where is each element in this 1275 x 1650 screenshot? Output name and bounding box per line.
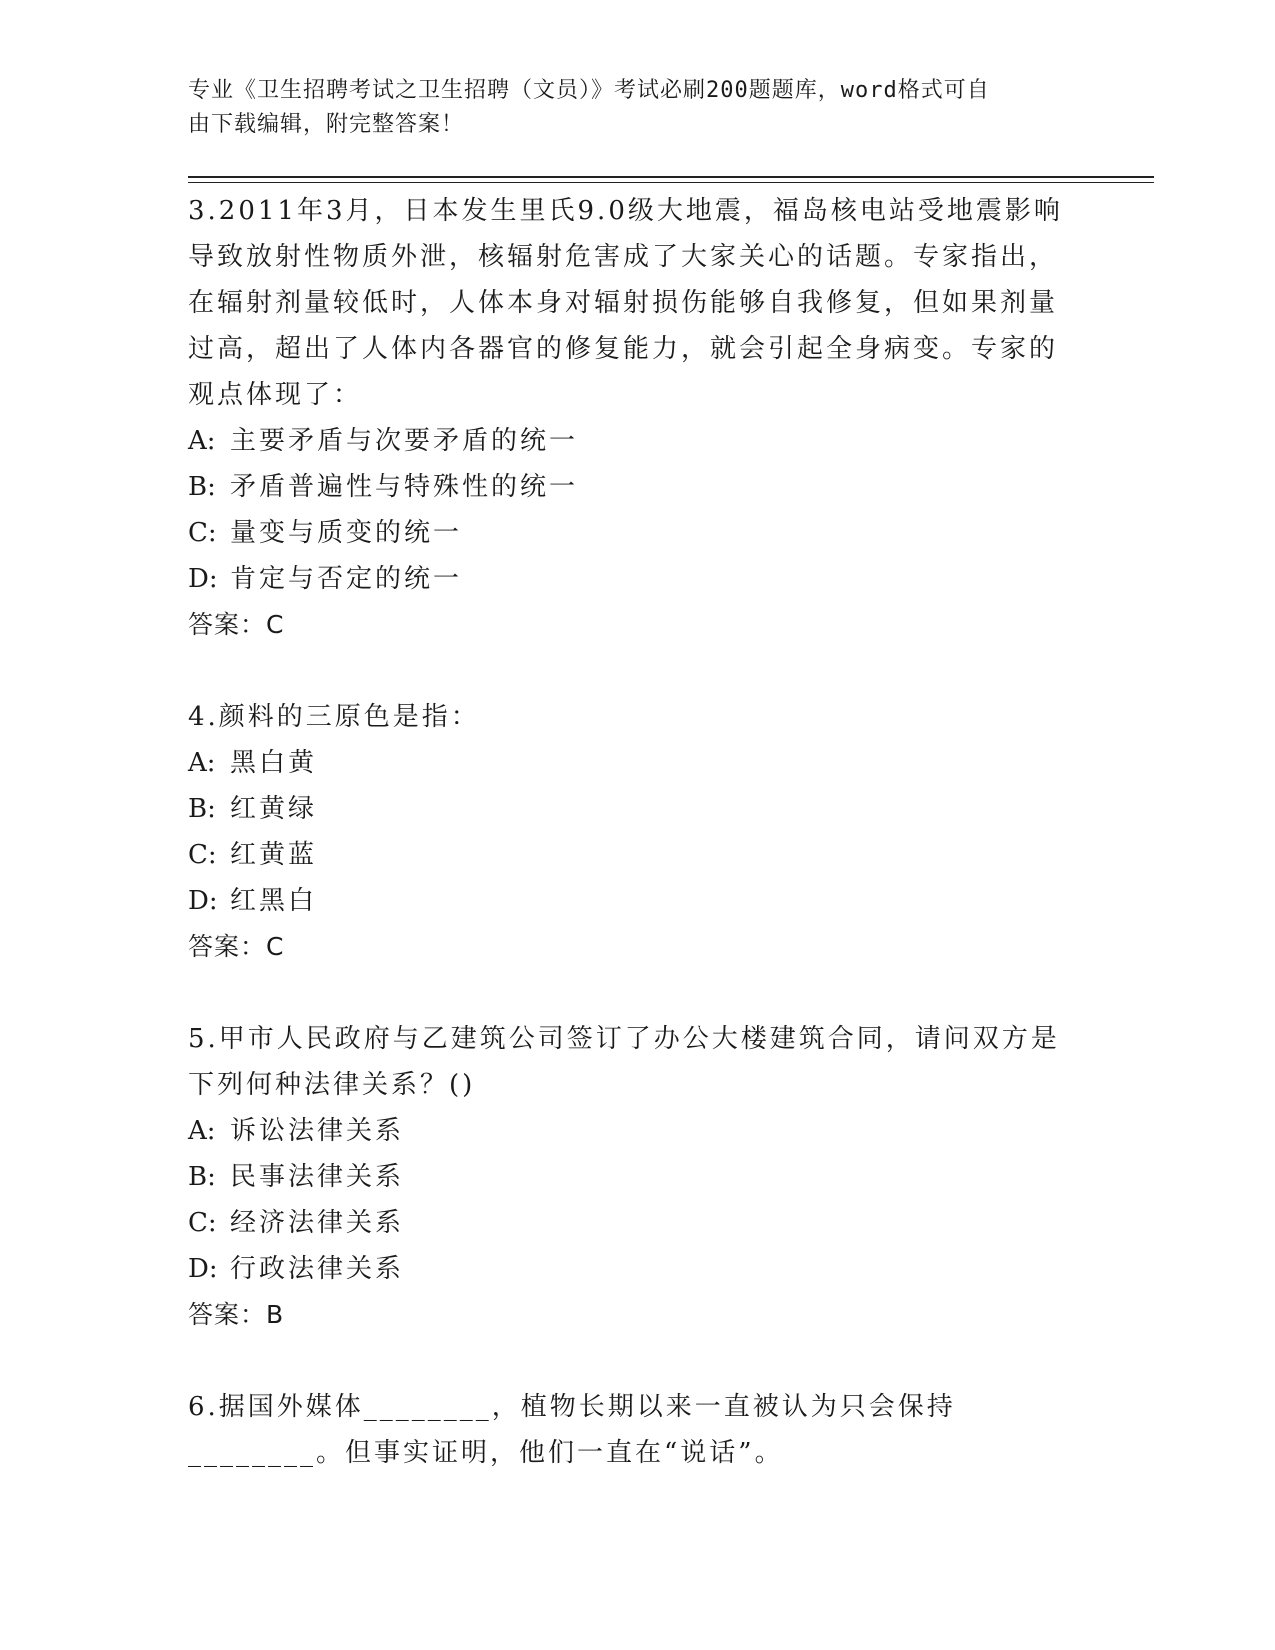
option-letter: C: [188,1208,217,1238]
option-letter: C: [188,518,217,548]
option-a [188,418,1068,464]
header-line-1: 专业《卫生招聘考试之卫生招聘（文员）》考试必刷200题题库，word格式可自 [188,78,990,103]
header-divider-thin [188,182,1154,183]
question-text: 6.据国外媒体________，植物长期以来一直被认为只会保持________。但事实证明，他们一直在“说话”。 [188,1392,956,1468]
option-letter: D: [188,886,218,916]
question-6 [188,1384,1068,1476]
question-text: 5.甲市人民政府与乙建筑公司签订了办公大楼建筑合同，请问双方是下列何种法律关系？() [188,1024,1060,1100]
option-letter: A: [188,426,216,456]
option-text: 矛盾普遍性与特殊性的统一 [230,472,579,502]
answer: 答案：B [188,1300,285,1329]
question-5 [188,1016,1068,1338]
option-text: 红黑白 [230,886,318,916]
option-text: 红黄绿 [230,794,318,824]
question-3 [188,188,1068,648]
option-b [188,464,1068,510]
option-letter: B: [188,794,216,824]
option-text: 诉讼法律关系 [230,1116,405,1146]
option-text: 红黄蓝 [230,840,318,870]
option-text: 民事法律关系 [230,1162,405,1192]
answer: 答案：C [188,932,285,961]
option-letter: A: [188,748,216,778]
header-divider-thick [188,176,1154,178]
option-a [188,740,1068,786]
option-d [188,878,1068,924]
document-header [188,74,1068,142]
option-b [188,1154,1068,1200]
option-c [188,1200,1068,1246]
option-c [188,510,1068,556]
option-letter: C: [188,840,217,870]
option-a [188,1108,1068,1154]
option-text: 量变与质变的统一 [230,518,463,548]
option-d [188,1246,1068,1292]
option-letter: A: [188,1116,216,1146]
option-letter: D: [188,564,218,594]
option-text: 经济法律关系 [230,1208,405,1238]
option-text: 黑白黄 [230,748,318,778]
option-c [188,832,1068,878]
header-line-2: 由下载编辑，附完整答案！ [188,112,465,137]
answer: 答案：C [188,610,285,639]
option-text: 主要矛盾与次要矛盾的统一 [230,426,579,456]
option-letter: B: [188,472,216,502]
option-d [188,556,1068,602]
option-letter: D: [188,1254,218,1284]
option-text: 肯定与否定的统一 [230,564,463,594]
option-text: 行政法律关系 [230,1254,405,1284]
question-4 [188,694,1068,970]
question-text: 3.2011年3月，日本发生里氏9.0级大地震，福岛核电站受地震影响导致放射性物质外泄，核辐射危害成了大家关心的话题。专家指出，在辐射剂量较低时，人体本身对辐射损伤能够自我修复，但如果剂量过高，超出了人体内各器官的修复能力，就会引起全身病变。专家的观点体现了： [188,196,1063,410]
option-letter: B: [188,1162,216,1192]
question-text: 4.颜料的三原色是指： [188,702,480,732]
option-b [188,786,1068,832]
question-list [188,188,1068,1522]
